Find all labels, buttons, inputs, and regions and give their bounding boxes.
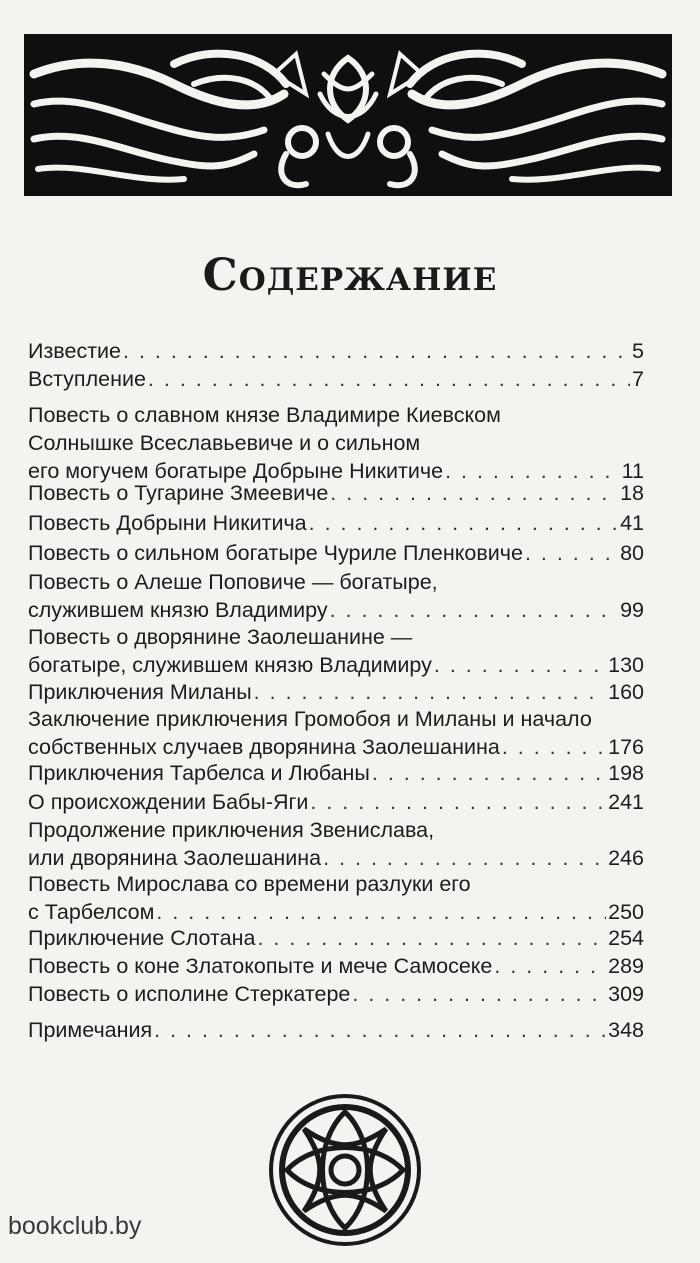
toc-page-number: 250 <box>608 900 644 924</box>
dot-leader <box>154 1016 606 1044</box>
dot-leader <box>352 980 606 1008</box>
toc-page-number: 11 <box>621 459 644 483</box>
celtic-knot-icon <box>265 1090 425 1250</box>
celtic-birds-ornament-icon <box>24 34 672 196</box>
toc-page-number: 5 <box>632 339 644 363</box>
toc-page-number: 41 <box>620 511 644 535</box>
toc-entry-title-line: Примечания <box>28 1018 153 1042</box>
toc-page-number: 198 <box>608 761 644 785</box>
dot-leader <box>310 788 606 816</box>
toc-entry-title-line: собственных случаев дворянина Заолешанина <box>28 735 500 759</box>
toc-entry-title-line: Известие <box>28 339 122 363</box>
toc-entry[interactable] <box>28 705 644 761</box>
toc-entry[interactable] <box>28 952 644 980</box>
toc-entry[interactable] <box>28 623 644 679</box>
toc-entry-title-line: Повесть о коне Златокопыте и мече Самосеке <box>28 954 493 978</box>
ornamental-header-banner <box>24 34 672 196</box>
toc-entry[interactable] <box>28 401 644 485</box>
toc-entry[interactable] <box>28 337 644 365</box>
dot-leader <box>123 337 630 365</box>
toc-entry-title-line: его могучем богатыре Добрыне Никитиче <box>28 459 444 483</box>
dot-leader <box>156 898 606 926</box>
toc-entry[interactable] <box>28 1016 644 1044</box>
toc-entry[interactable] <box>28 870 644 926</box>
toc-entry-title-line: Повесть Мирослава со времени разлуки его <box>28 872 471 896</box>
toc-page-number: 254 <box>608 926 644 950</box>
toc-entry[interactable] <box>28 678 644 706</box>
toc-entry[interactable] <box>28 509 644 537</box>
toc-entry[interactable] <box>28 365 644 393</box>
toc-entry[interactable] <box>28 788 644 816</box>
dot-leader <box>323 844 606 872</box>
dot-leader <box>148 365 630 393</box>
dot-leader <box>330 479 618 507</box>
toc-entry-title-line: богатыре, служившем князю Владимиру <box>28 653 432 677</box>
toc-entry-title-line: Повесть о дворянине Заолешанине — <box>28 625 413 649</box>
toc-page-number: 7 <box>632 367 644 391</box>
toc-entry-title-line: Продолжение приключения Звенислава, <box>28 818 435 842</box>
watermark-text: bookclub.by <box>8 1212 142 1240</box>
dot-leader <box>372 759 606 787</box>
toc-page-number: 289 <box>608 954 644 978</box>
toc-entry-title-line: Повесть о славном князе Владимире Киевском <box>28 403 501 427</box>
toc-entry[interactable] <box>28 924 644 952</box>
toc-page-number: 348 <box>608 1018 644 1042</box>
dot-leader <box>502 733 606 761</box>
dot-leader <box>494 952 606 980</box>
toc-page-number: 241 <box>608 790 644 814</box>
toc-page-number: 246 <box>608 846 644 870</box>
toc-page-number: 160 <box>608 680 644 704</box>
toc-entry[interactable] <box>28 816 644 872</box>
toc-entry-title-line: Заключение приключения Громобоя и Миланы и начало <box>28 707 592 731</box>
toc-entry-title-line: Приключения Миланы <box>28 680 252 704</box>
toc-entry[interactable] <box>28 759 644 787</box>
toc-page-number: 18 <box>620 481 644 505</box>
toc-entry[interactable] <box>28 539 644 567</box>
celtic-knot-medallion <box>265 1090 425 1250</box>
toc-entry-title-line: Солнышке Всеславьевиче и о сильном <box>28 431 421 455</box>
toc-entry-title-line: служившем князю Владимиру <box>28 598 328 622</box>
toc-entry-title-line: Приключение Слотана <box>28 926 256 950</box>
toc-entry[interactable] <box>28 568 644 624</box>
toc-entry-title-line: Вступление <box>28 367 146 391</box>
dot-leader <box>525 539 618 567</box>
toc-entry-title-line: Повесть о Тугарине Змеевиче <box>28 481 329 505</box>
toc-entry[interactable] <box>28 479 644 507</box>
dot-leader <box>254 678 606 706</box>
toc-entry-title-line: Повесть Добрыни Никитича <box>28 511 307 535</box>
toc-page-number: 80 <box>620 541 644 565</box>
toc-entry-title-line: Приключения Тарбелса и Любаны <box>28 761 370 785</box>
dot-leader <box>257 924 606 952</box>
toc-page-number: 130 <box>608 653 644 677</box>
toc-entry-title-line: Повесть о Алеше Поповиче — богатыре, <box>28 570 438 594</box>
toc-entry[interactable] <box>28 980 644 1008</box>
toc-page-number: 176 <box>608 735 644 759</box>
toc-entry-title-line: Повесть о сильном богатыре Чуриле Пленковиче <box>28 541 523 565</box>
toc-page-number: 309 <box>608 982 644 1006</box>
dot-leader <box>309 509 618 537</box>
toc-entry-title-line: с Тарбелсом <box>28 900 155 924</box>
dot-leader <box>330 596 618 624</box>
toc-entry-title-line: О происхождении Бабы-Яги <box>28 790 309 814</box>
toc-entry-title-line: Повесть о исполине Стеркатере <box>28 982 351 1006</box>
page-title: Содержание <box>202 250 498 301</box>
toc-page-number: 99 <box>620 598 644 622</box>
toc-entry-title-line: или дворянина Заолешанина <box>28 846 322 870</box>
dot-leader <box>434 651 606 679</box>
